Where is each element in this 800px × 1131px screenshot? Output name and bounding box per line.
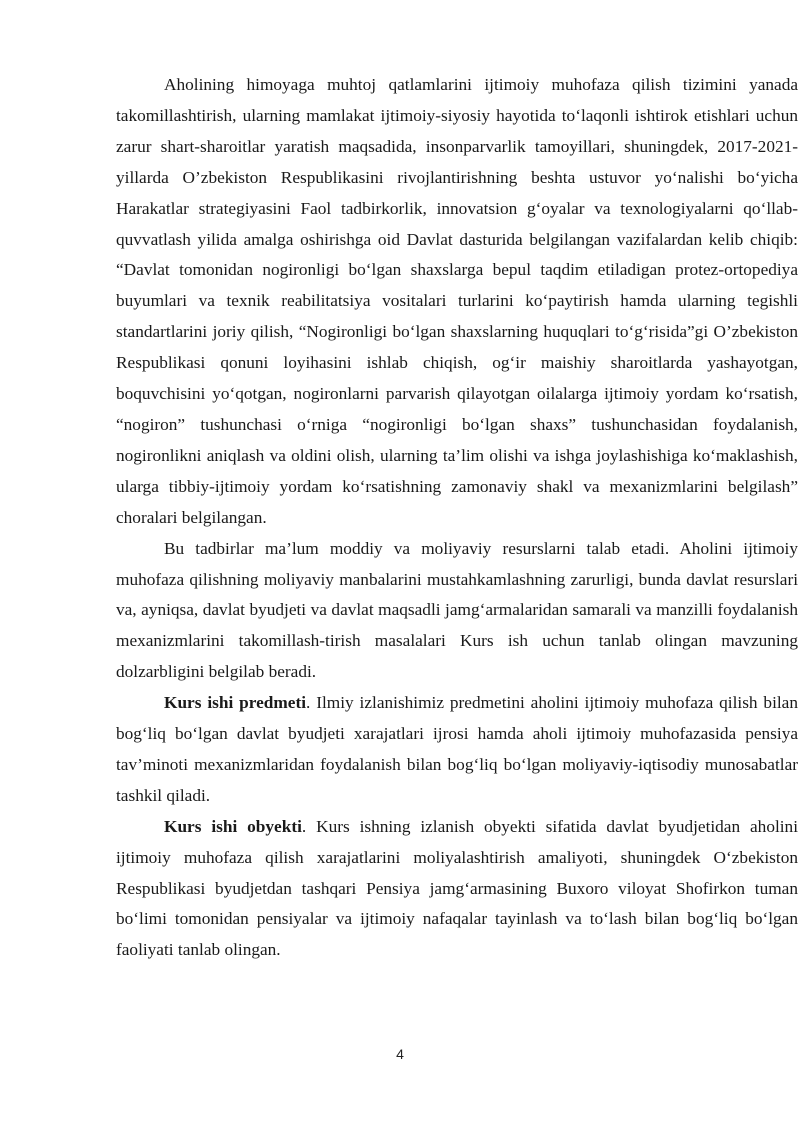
paragraph-relevance: [116, 534, 798, 689]
paragraph-intro: [116, 70, 798, 534]
paragraph-intro-text: Aholining himoyaga muhtoj qatlamlarini ijtimoiy muhofaza qilish tizimini yanada takomillashtirish, ularning mamlakat ijtimoiy-siyosiy hayotida to‘laqonli ishtirok etishlari uchun zarur shart-sharoitlar yaratish maqsadida, insonparvarlik tamoyillari, shuningdek, 2017-2021-yillarda O’zbekiston Respublikasini rivojlantirishning beshta ustuvor yo‘nalishi bo‘yicha Harakatlar strategiyasini Faol tadbirkorlik, innovatsion g‘oyalar va texnologiyalarni qo‘llab-quvvatlash yilida amalga oshirishga oid Davlat dasturida belgilangan vazifalardan kelib chiqib: “Davlat tomonidan nogironligi bo‘lgan shaxslarga bepul taqdim etiladigan protez-ortopediya buyumlari va texnik reabilitatsiya vositalari turlarini ko‘paytirish hamda ularning tegishli standartlarini joriy qilish, “Nogironligi bo‘lgan shaxslarning huquqlari to‘g‘risida”gi O’zbekiston Respublikasi qonuni loyihasini ishlab chiqish, og‘ir maishiy sharoitlarda yashayotgan, boquvchisini yo‘qotgan, nogironlarni parvarish qilayotgan oilalarga ijtimoiy yordam ko‘rsatish, “nogiron” tushunchasi o‘rniga “nogironligi bo‘lgan shaxs” tushunchasidan foydalanish, nogironlikni aniqlash va oldini olish, ularning ta’lim olishi va ishga joylashishiga ko‘maklashish, ularga tibbiy-ijtimoiy yordam ko‘rsatishning zamonaviy shakl va mexanizmlarini belgilash” choralari belgilangan.: [116, 75, 798, 527]
object-heading: Kurs ishi obyekti: [164, 816, 302, 836]
paragraph-subject: [116, 688, 798, 812]
subject-heading: Kurs ishi predmeti: [164, 693, 307, 713]
paragraph-relevance-text: Bu tadbirlar ma’lum moddiy va moliyaviy resurslarni talab etadi. Aholini ijtimoiy muhofaza qilishning moliyaviy manbalarini mustahkamlashning zarurligi, bunda davlat resurslari va, ayniqsa, davlat byudjeti va davlat maqsadli jamg‘armalaridan samarali va manzilli foydalanish mexanizmlarini takomillash-tirish masalalari Kurs ish uchun tanlab olingan mavzuning dolzarbligini belgilab beradi.: [116, 538, 798, 682]
body-text: [116, 70, 798, 966]
paragraph-object-text: . Kurs ishning izlanish obyekti sifatida davlat byudjetidan aholini ijtimoiy muhofaza qilish xarajatlarini moliyalashtirish amaliyoti, shuningdek O‘zbekiston Respublikasi byudjetdan tashqari Pensiya jamg‘armasining Buxoro viloyat Shofirkon tuman bo‘limi tomonidan pensiyalar va ijtimoiy nafaqalar tayinlash va to‘lash bilan bog‘liq bo‘lgan faoliyati tanlab olingan.: [116, 816, 798, 960]
paragraph-subject-text: . Ilmiy izlanishimiz predmetini aholini ijtimoiy muhofaza qilish bilan bog‘liq bo‘lgan davlat byudjeti xarajatlari ijrosi hamda aholi ijtimoiy muhofazasida pensiya tav’minoti mexanizmlaridan foydalanish bilan bog‘liq bo‘lgan moliyaviy-iqtisodiy munosabatlar tashkil qiladi.: [116, 693, 798, 805]
paragraph-object: [116, 812, 798, 967]
page-number: 4: [396, 1046, 404, 1062]
